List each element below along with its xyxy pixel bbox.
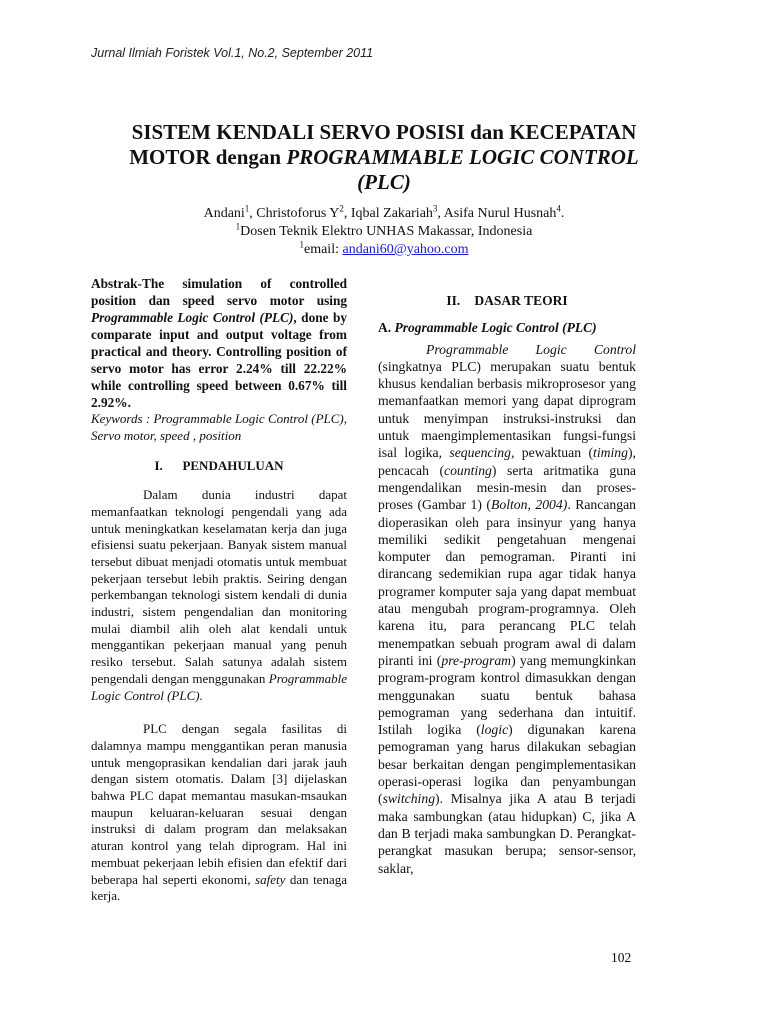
right-column (378, 292, 636, 877)
page-number: 102 (611, 950, 632, 965)
subsection-heading-plc: A. Programmable Logic Control (PLC) (378, 320, 597, 336)
author-block (100, 205, 668, 259)
email-link[interactable]: andani60@yahoo.com (342, 242, 469, 257)
affiliation: $^1$Dosen Teknik Elektro UNHAS Makassar, Indonesia (235, 221, 533, 239)
title-line-1: SISTEM KENDALI SERVO POSISI dan KECEPATAN (131, 120, 637, 144)
title-line-2: MOTOR dengan PROGRAMMABLE LOGIC CONTROL (129, 145, 639, 169)
paragraph-intro-1: Dalam dunia industri dapat memanfaatkan teknologi pengendali yang ada untuk meningkatkan keselamatan kerja dan juga efisiensi suatu pekerjaan. Banyak sistem manual tersebut dibuat menjadi otomatis untuk membuat pekerjaan tersebut lebih praktis. Seiring dengan perkembangan teknologi sistem kendali di dunia industri, sistem pengendalian dan monitoring mulai diambil alih oleh alat kendali untuk menggantikan pekerjaan manual yang penuh resiko tersebut. Salah satunya adalah sistem pengendali dengan menggunakan Programmable Logic Control (PLC). (91, 487, 347, 703)
email-line: $^1$email: andani60@yahoo.com (299, 239, 469, 257)
paper-title (100, 120, 668, 195)
author-list: Andani$^1$, Christoforus $Y^2$, Iqbal Zakariah$^3$, Asifa Nurul Husnah$^4$. (203, 203, 565, 221)
title-line-3: (PLC) (357, 170, 411, 194)
left-column (91, 275, 347, 905)
section-heading-dasar-teori: II. DASAR TEORI (446, 293, 568, 308)
journal-header: Jurnal Ilmiah Foristek Vol.1, No.2, September 2011 (91, 46, 374, 60)
paragraph-plc: Programmable Logic Control (singkatnya PLC) merupakan suatu bentuk khusus kendalian berbasis mikroprosesor yang memanfaatkan memori yang dapat diprogram untuk menyimpan instruksi-instruksi dan untuk maengimplementasikan fungsi-fungsi isal logika, sequencing, pewaktuan (timing), pencacah (counting) serta aritmatika guna mengendalikan mesin-mesin dan proses-proses (Gambar 1) (Bolton, 2004). Rancangan dioperasikan oleh para insinyur yang hanya memiliki sedikit pengetahuan mengenai komputer dan pemograman. Piranti ini dirancang sedemikian rupa agar tidak hanya programer komputer saja yang dapat membuat atau mengubah program-programnya. Oleh karena itu, para perancang PLC telah menempatkan sebuah program awal di dalam piranti ini (pre-program) yang memungkinkan program-program kontrol dimasukkan dengan menggunakan suatu bentuk bahasa pemograman yang sederhana dan intuitif. Istilah logika (logic) digunakan karena pemograman yang harus dilakukan sebagian besar berkaitan dengan pengimplementasikan operasi-operasi logika dan penyambungan (switching). Misalnya jika A atau B terjadi maka sambungkan (atau hidupkan) C, jika A dan B terjadi maka sambungkan D. Perangkat-perangkat masukan berupa; sensor-sensor, saklar, (378, 341, 637, 876)
paragraph-gap (91, 704, 347, 721)
section-heading-pendahuluan: I. PENDAHULUAN (154, 458, 284, 474)
keywords: Keywords : Programmable Logic Control (PLC), Servo motor, speed , position (91, 411, 347, 443)
abstract: Abstrak-The simulation of controlled position dan speed servo motor using Programmable Logic Control (PLC), done by comparate input and output voltage from practical and theory. Controlling position of servo motor has error 2.24% till 22.22% while controlling speed between 0.67% till 2.92%. (91, 276, 348, 410)
paragraph-intro-2: PLC dengan segala fasilitas di dalamnya mampu menggantikan peran manusia untuk mengoprasikan kendalian dari jarak jauh dengan sistem otomatis. Dalam [3] dijelaskan bahwa PLC dapat memantau masukan-msaukan maupun keluaran-keluaran sesuai dengan instruksi di dalam program dan melaksakan aturan kontrol yang telah diprogram. Hal ini membuat pekerjaan lebih efisien dan efektif dari beberapa hal seperti ekonomi, safety dan tenaga kerja. (91, 721, 347, 904)
